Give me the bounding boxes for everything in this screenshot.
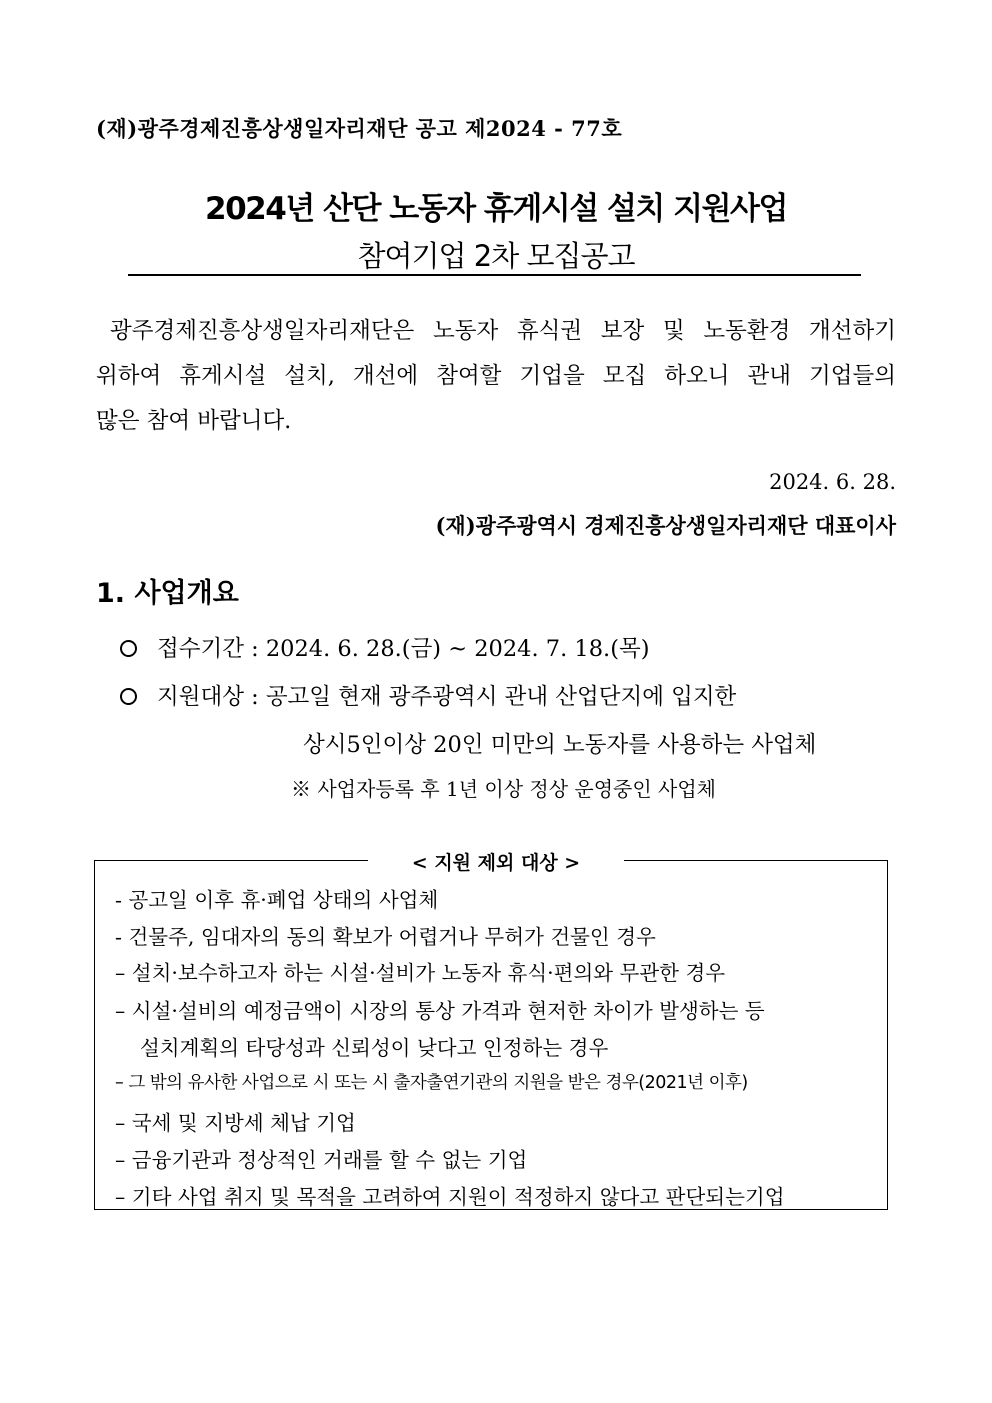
notice-date: 2024. 6. 28. — [769, 470, 896, 494]
exclusion-item: - 건물주, 임대자의 동의 확보가 어렵거나 무허가 건물인 경우 — [115, 925, 656, 949]
exclusion-item: – 국세 및 지방세 체납 기업 — [115, 1111, 356, 1135]
intro-paragraph — [96, 309, 896, 444]
circle-bullet-icon — [120, 688, 137, 705]
bullet-application-period — [120, 631, 650, 663]
page-title: 2024년 산단 노동자 휴게시설 설치 지원사업 — [205, 191, 787, 227]
application-period-text: 접수기간 : 2024. 6. 28.(금) ~ 2024. 7. 18.(목) — [157, 636, 650, 662]
support-target-continued: 상시5인이상 20인 미만의 노동자를 사용하는 사업체 — [303, 732, 817, 758]
support-target-text: 지원대상 : 공고일 현재 광주광역시 관내 산업단지에 입지한 — [157, 684, 737, 710]
title-underline — [128, 274, 861, 276]
exclusion-item: - 공고일 이후 휴·폐업 상태의 사업체 — [115, 888, 439, 912]
intro-line-2: 위하여 휴게시설 설치, 개선에 참여할 기업을 모집 하오니 관내 기업들의 — [96, 363, 896, 389]
exclusion-box-title: < 지원 제외 대상 > — [0, 848, 992, 875]
bullet-support-target — [120, 679, 736, 711]
notice-number: (재)광주경제진흥상생일자리재단 공고 제2024 - 77호 — [96, 116, 623, 141]
page-subtitle: 참여기업 2차 모집공고 — [357, 239, 635, 273]
exclusion-item: – 그 밖의 유사한 사업으로 시 또는 시 출자출연기관의 지원을 받은 경우(2021년 이후) — [115, 1073, 748, 1093]
eligibility-note: ※ 사업자등록 후 1년 이상 정상 운영중인 사업체 — [291, 777, 716, 801]
circle-bullet-icon — [120, 640, 137, 657]
exclusion-item: – 기타 사업 취지 및 목적을 고려하여 지원이 적정하지 않다고 판단되는기업 — [115, 1185, 785, 1209]
issuer-name: (재)광주광역시 경제진흥상생일자리재단 대표이사 — [435, 513, 896, 538]
exclusion-item: – 시설·설비의 예정금액이 시장의 통상 가격과 현저한 차이가 발생하는 등 — [115, 999, 765, 1023]
exclusion-item-continued: 설치계획의 타당성과 신뢰성이 낮다고 인정하는 경우 — [140, 1036, 609, 1060]
section-heading: 1. 사업개요 — [96, 578, 239, 609]
exclusion-item: – 설치·보수하고자 하는 시설·설비가 노동자 휴식·편의와 무관한 경우 — [115, 961, 726, 985]
exclusion-item: – 금융기관과 정상적인 거래를 할 수 없는 기업 — [115, 1148, 528, 1172]
intro-line-1: 광주경제진흥상생일자리재단은 노동자 휴식권 보장 및 노동환경 개선하기 — [110, 318, 896, 344]
intro-line-3: 많은 참여 바랍니다. — [96, 408, 292, 434]
